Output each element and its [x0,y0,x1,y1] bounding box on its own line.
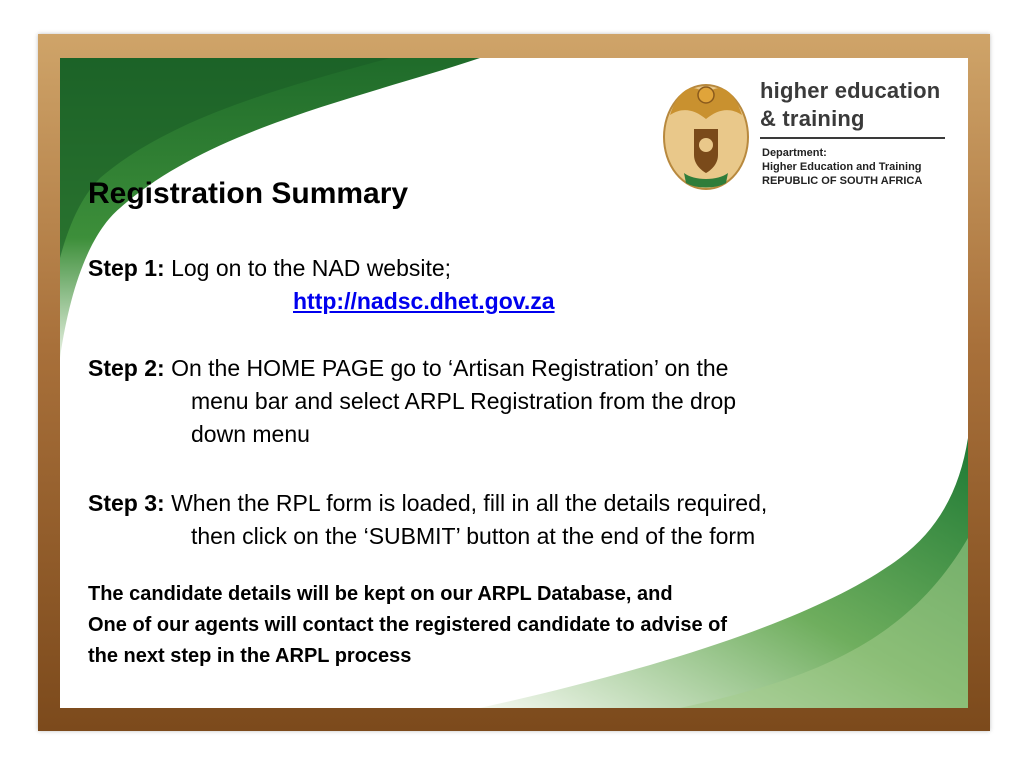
step-1-text: Log on to the NAD website; [171,255,452,281]
step-2-line-2: menu bar and select ARPL Registration from the drop [191,388,737,414]
step-1-label: Step 1: [88,255,165,281]
wordmark-line-2: & training [760,106,865,131]
subtitle-line-1: Department: [762,147,827,159]
step-2 [88,352,948,385]
nad-website-link[interactable]: http://nadsc.dhet.gov.za [293,288,555,314]
candidate-note [88,579,948,672]
slide-title: Registration Summary [88,177,409,210]
subtitle-line-3: REPUBLIC OF SOUTH AFRICA [762,175,923,187]
wordmark-line-1: higher education [760,78,941,103]
department-wordmark [760,77,940,133]
note-line-3: the next step in the ARPL process [88,645,412,667]
subtitle-line-2: Higher Education and Training [762,161,922,173]
step-2-line-1: On the HOME PAGE go to ‘Artisan Registration’ on the [171,355,729,381]
slide-content [88,174,948,672]
step-2-label: Step 2: [88,355,165,381]
step-1 [88,252,948,285]
note-line-2: One of our agents will contact the registered candidate to advise of [88,614,728,636]
step-1-link-line [88,285,948,318]
slide [60,58,968,708]
wordmark-divider [760,137,945,139]
step-3-line-2: then click on the ‘SUBMIT’ button at the end of the form [191,523,756,549]
step-3-line-1: When the RPL form is loaded, fill in all the details required, [171,490,768,516]
step-3-label: Step 3: [88,490,165,516]
step-3 [88,487,948,520]
note-line-1: The candidate details will be kept on our ARPL Database, and [88,583,673,605]
step-2-line-3: down menu [191,421,310,447]
